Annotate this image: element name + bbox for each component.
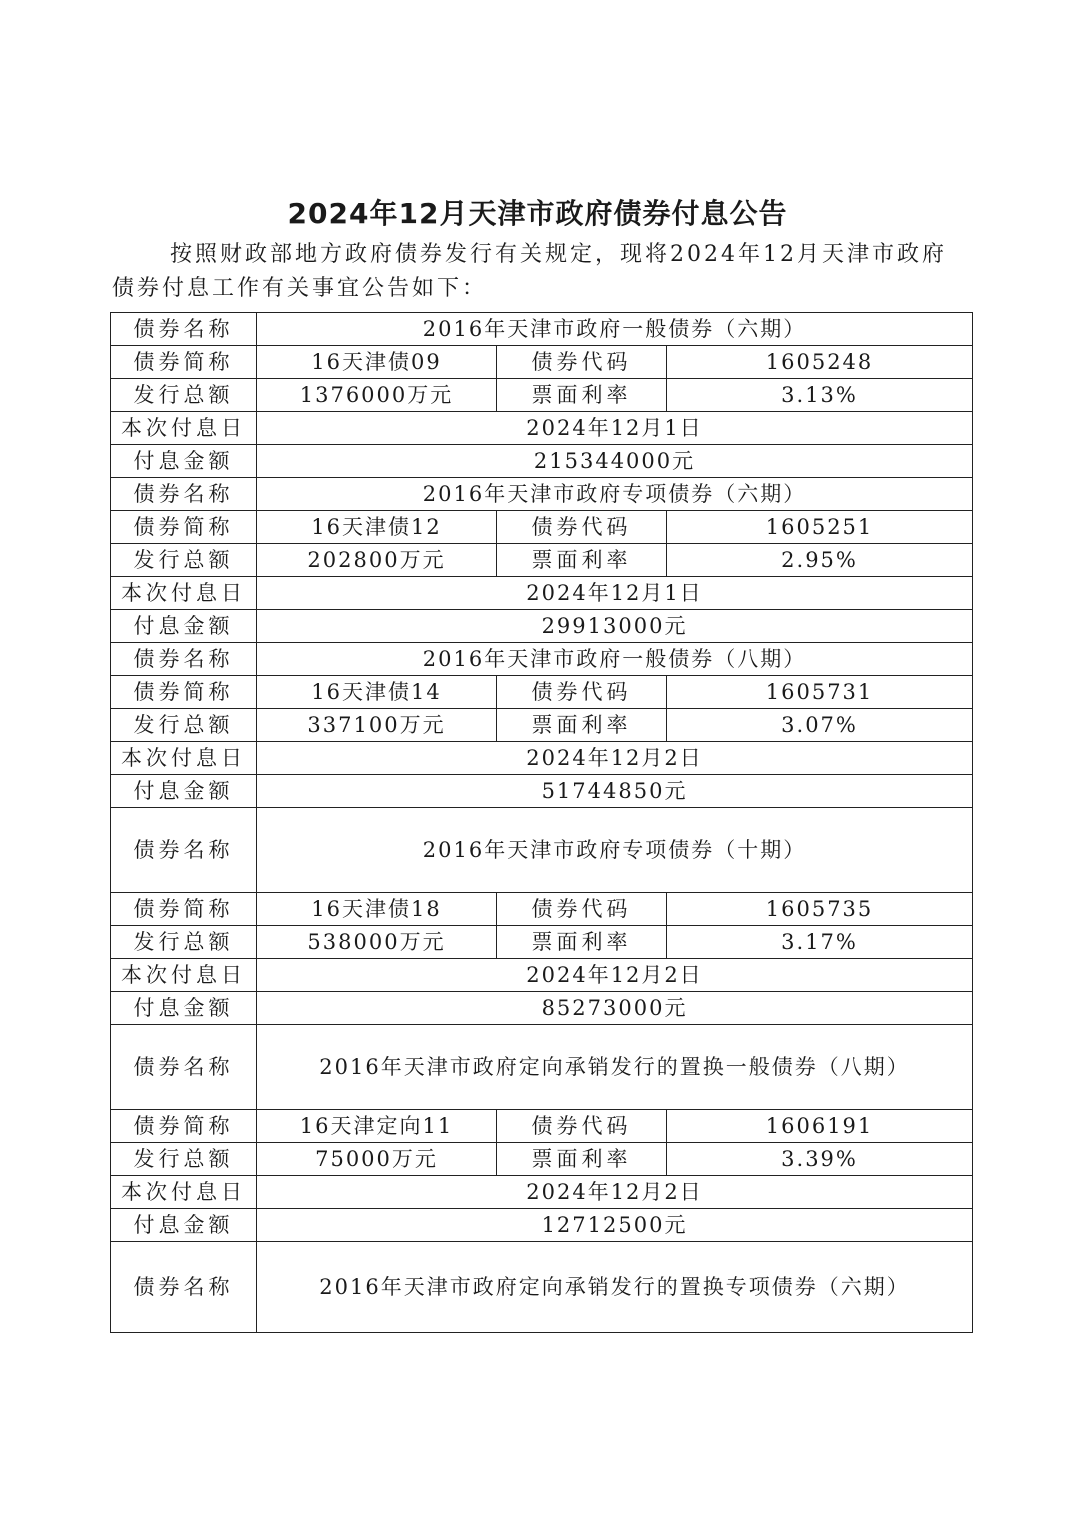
- short-name-label: 债券简称: [111, 893, 257, 926]
- code-label: 债券代码: [497, 893, 667, 926]
- bond-name-value: 2016年天津市政府定向承销发行的置换一般债券（八期）: [257, 1025, 973, 1110]
- pay-date-label: 本次付息日: [111, 577, 257, 610]
- bond-4-date-row: [111, 959, 973, 992]
- bond-1-date-row: [111, 412, 973, 445]
- code-label: 债券代码: [497, 1110, 667, 1143]
- pay-amount-value: 215344000元: [257, 445, 973, 478]
- code-value: 1605248: [667, 346, 973, 379]
- bond-6-name-row: [111, 1242, 973, 1333]
- total-issue-value: 1376000万元: [257, 379, 497, 412]
- total-issue-value: 202800万元: [257, 544, 497, 577]
- pay-amount-value: 51744850元: [257, 775, 973, 808]
- pay-amount-label: 付息金额: [111, 775, 257, 808]
- pay-amount-value: 29913000元: [257, 610, 973, 643]
- pay-amount-label: 付息金额: [111, 445, 257, 478]
- intro-paragraph: 按照财政部地方政府债券发行有关规定，现将2024年12月天津市政府债券付息工作有关事宜公告如下：: [112, 242, 947, 301]
- short-name-value: 16天津债09: [257, 346, 497, 379]
- pay-amount-label: 付息金额: [111, 1209, 257, 1242]
- total-issue-label: 发行总额: [111, 544, 257, 577]
- bond-3-issue-row: [111, 709, 973, 742]
- bond-3-short-row: [111, 676, 973, 709]
- coupon-rate-label: 票面利率: [497, 926, 667, 959]
- pay-amount-value: 12712500元: [257, 1209, 973, 1242]
- bond-name-label: 债券名称: [111, 313, 257, 346]
- code-value: 1606191: [667, 1110, 973, 1143]
- code-label: 债券代码: [497, 511, 667, 544]
- bond-5-issue-row: [111, 1143, 973, 1176]
- short-name-value: 16天津债14: [257, 676, 497, 709]
- bond-name-label: 债券名称: [111, 1025, 257, 1110]
- pay-date-value: 2024年12月1日: [257, 412, 973, 445]
- short-name-value: 16天津债18: [257, 893, 497, 926]
- code-value: 1605251: [667, 511, 973, 544]
- total-issue-label: 发行总额: [111, 379, 257, 412]
- total-issue-value: 538000万元: [257, 926, 497, 959]
- bond-name-label: 债券名称: [111, 1242, 257, 1333]
- bond-name-value: 2016年天津市政府一般债券（六期）: [257, 313, 973, 346]
- coupon-rate-value: 3.17%: [667, 926, 973, 959]
- pay-date-label: 本次付息日: [111, 742, 257, 775]
- bond-4-short-row: [111, 893, 973, 926]
- bond-name-label: 债券名称: [111, 643, 257, 676]
- bond-5-date-row: [111, 1176, 973, 1209]
- bond-5-short-row: [111, 1110, 973, 1143]
- bond-5-name-row: [111, 1025, 973, 1110]
- pay-date-label: 本次付息日: [111, 412, 257, 445]
- bond-table: [110, 312, 973, 1333]
- pay-amount-label: 付息金额: [111, 992, 257, 1025]
- pay-date-label: 本次付息日: [111, 959, 257, 992]
- bond-1-name-row: [111, 313, 973, 346]
- bond-2-amount-row: [111, 610, 973, 643]
- bond-1-amount-row: [111, 445, 973, 478]
- total-issue-label: 发行总额: [111, 709, 257, 742]
- coupon-rate-label: 票面利率: [497, 709, 667, 742]
- bond-4-name-row: [111, 808, 973, 893]
- bond-5-amount-row: [111, 1209, 973, 1242]
- short-name-label: 债券简称: [111, 511, 257, 544]
- code-value: 1605731: [667, 676, 973, 709]
- pay-date-value: 2024年12月2日: [257, 1176, 973, 1209]
- code-label: 债券代码: [497, 676, 667, 709]
- bond-4-amount-row: [111, 992, 973, 1025]
- pay-date-label: 本次付息日: [111, 1176, 257, 1209]
- bond-3-date-row: [111, 742, 973, 775]
- coupon-rate-label: 票面利率: [497, 544, 667, 577]
- bond-1-issue-row: [111, 379, 973, 412]
- bond-name-value: 2016年天津市政府一般债券（八期）: [257, 643, 973, 676]
- bond-name-value: 2016年天津市政府专项债券（十期）: [257, 808, 973, 893]
- coupon-rate-label: 票面利率: [497, 379, 667, 412]
- short-name-label: 债券简称: [111, 676, 257, 709]
- total-issue-label: 发行总额: [111, 926, 257, 959]
- coupon-rate-label: 票面利率: [497, 1143, 667, 1176]
- bond-1-short-row: [111, 346, 973, 379]
- bond-name-label: 债券名称: [111, 478, 257, 511]
- short-name-label: 债券简称: [111, 346, 257, 379]
- bond-name-label: 债券名称: [111, 808, 257, 893]
- pay-amount-value: 85273000元: [257, 992, 973, 1025]
- code-label: 债券代码: [497, 346, 667, 379]
- bond-4-issue-row: [111, 926, 973, 959]
- bond-2-issue-row: [111, 544, 973, 577]
- bond-3-name-row: [111, 643, 973, 676]
- bond-2-name-row: [111, 478, 973, 511]
- short-name-value: 16天津定向11: [257, 1110, 497, 1143]
- pay-date-value: 2024年12月2日: [257, 959, 973, 992]
- code-value: 1605735: [667, 893, 973, 926]
- coupon-rate-value: 2.95%: [667, 544, 973, 577]
- bond-name-value: 2016年天津市政府专项债券（六期）: [257, 478, 973, 511]
- short-name-value: 16天津债12: [257, 511, 497, 544]
- pay-date-value: 2024年12月1日: [257, 577, 973, 610]
- bond-2-date-row: [111, 577, 973, 610]
- bond-3-amount-row: [111, 775, 973, 808]
- pay-date-value: 2024年12月2日: [257, 742, 973, 775]
- pay-amount-label: 付息金额: [111, 610, 257, 643]
- bond-name-value: 2016年天津市政府定向承销发行的置换专项债券（六期）: [257, 1242, 973, 1333]
- total-issue-label: 发行总额: [111, 1143, 257, 1176]
- bond-2-short-row: [111, 511, 973, 544]
- page-title: 2024年12月天津市政府债券付息公告: [287, 197, 788, 230]
- short-name-label: 债券简称: [111, 1110, 257, 1143]
- coupon-rate-value: 3.07%: [667, 709, 973, 742]
- total-issue-value: 337100万元: [257, 709, 497, 742]
- total-issue-value: 75000万元: [257, 1143, 497, 1176]
- coupon-rate-value: 3.39%: [667, 1143, 973, 1176]
- coupon-rate-value: 3.13%: [667, 379, 973, 412]
